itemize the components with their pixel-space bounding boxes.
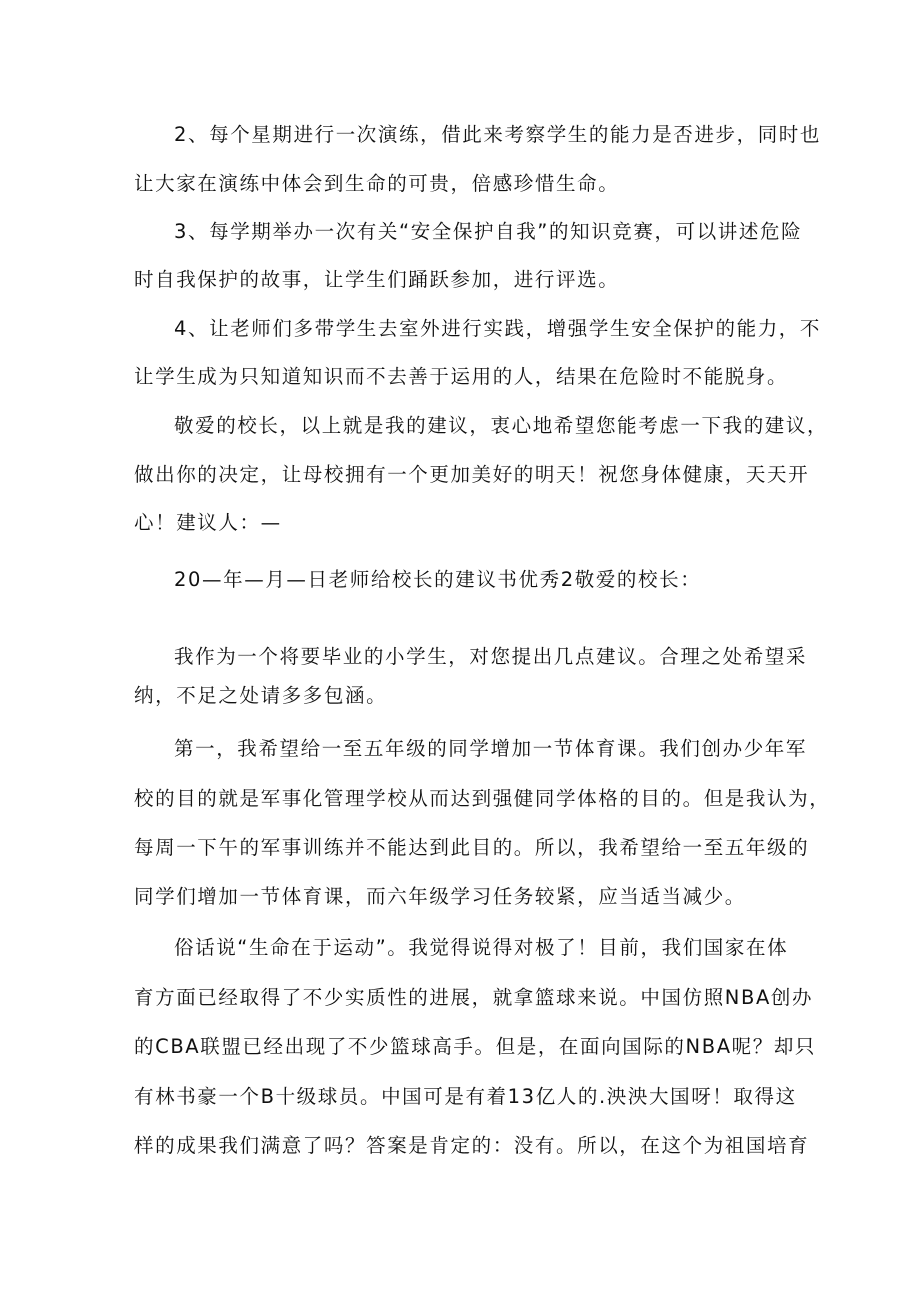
text-line: 时自我保护的故事，让学生们踊跃参加，进行评选。 — [134, 268, 620, 291]
text-line: 样的成果我们满意了吗？答案是肯定的：没有。所以，在这个为祖国培育 — [134, 1134, 810, 1157]
text-line: 纳，不足之处请多多包涵。 — [134, 684, 388, 707]
text-line: 的CBA联盟已经出现了不少篮球高手。但是，在面向国际的NBA呢？却只 — [134, 1035, 817, 1058]
text-line: 第一，我希望给一至五年级的同学增加一节体育课。我们创办少年军 — [174, 737, 808, 760]
text-line: 心！建议人：— — [134, 511, 282, 534]
text-line: 20—年—月—日老师给校长的建议书优秀2敬爱的校长： — [174, 568, 702, 591]
text-line: 敬爱的校长，以上就是我的建议，衷心地希望您能考虑一下我的建议， — [174, 414, 829, 437]
text-line: 3、每学期举办一次有关“安全保护自我”的知识竞赛，可以讲述危险 — [174, 220, 803, 243]
text-line: 育方面已经取得了不少实质性的进展，就拿篮球来说。中国仿照NBA创办 — [134, 986, 814, 1009]
text-line: 有林书豪一个B十级球员。中国可是有着13亿人的.泱泱大国呀！取得这 — [134, 1085, 797, 1108]
text-line: 让学生成为只知道知识而不去善于运用的人，结果在危险时不能脱身。 — [134, 365, 789, 388]
text-line: 校的目的就是军事化管理学校从而达到强健同学体格的目的。但是我认为， — [134, 787, 831, 810]
text-line: 同学们增加一节体育课，而六年级学习任务较紧，应当适当减少。 — [134, 885, 746, 908]
text-line: 让大家在演练中体会到生命的可贵，倍感珍惜生命。 — [134, 172, 620, 195]
text-line: 每周一下午的军事训练并不能达到此目的。所以，我希望给一至五年级的 — [134, 836, 810, 859]
text-line: 4、让老师们多带学生去室外进行实践，增强学生安全保护的能力，不 — [174, 317, 822, 340]
text-line: 俗话说“生命在于运动”。我觉得说得对极了！目前，我们国家在体 — [174, 936, 789, 959]
text-line: 我作为一个将要毕业的小学生，对您提出几点建议。合理之处希望采 — [174, 645, 808, 668]
text-line: 做出你的决定，让母校拥有一个更加美好的明天！祝您身体健康，天天开 — [134, 463, 810, 486]
text-line: 2、每个星期进行一次演练，借此来考察学生的能力是否进步，同时也 — [174, 123, 822, 146]
